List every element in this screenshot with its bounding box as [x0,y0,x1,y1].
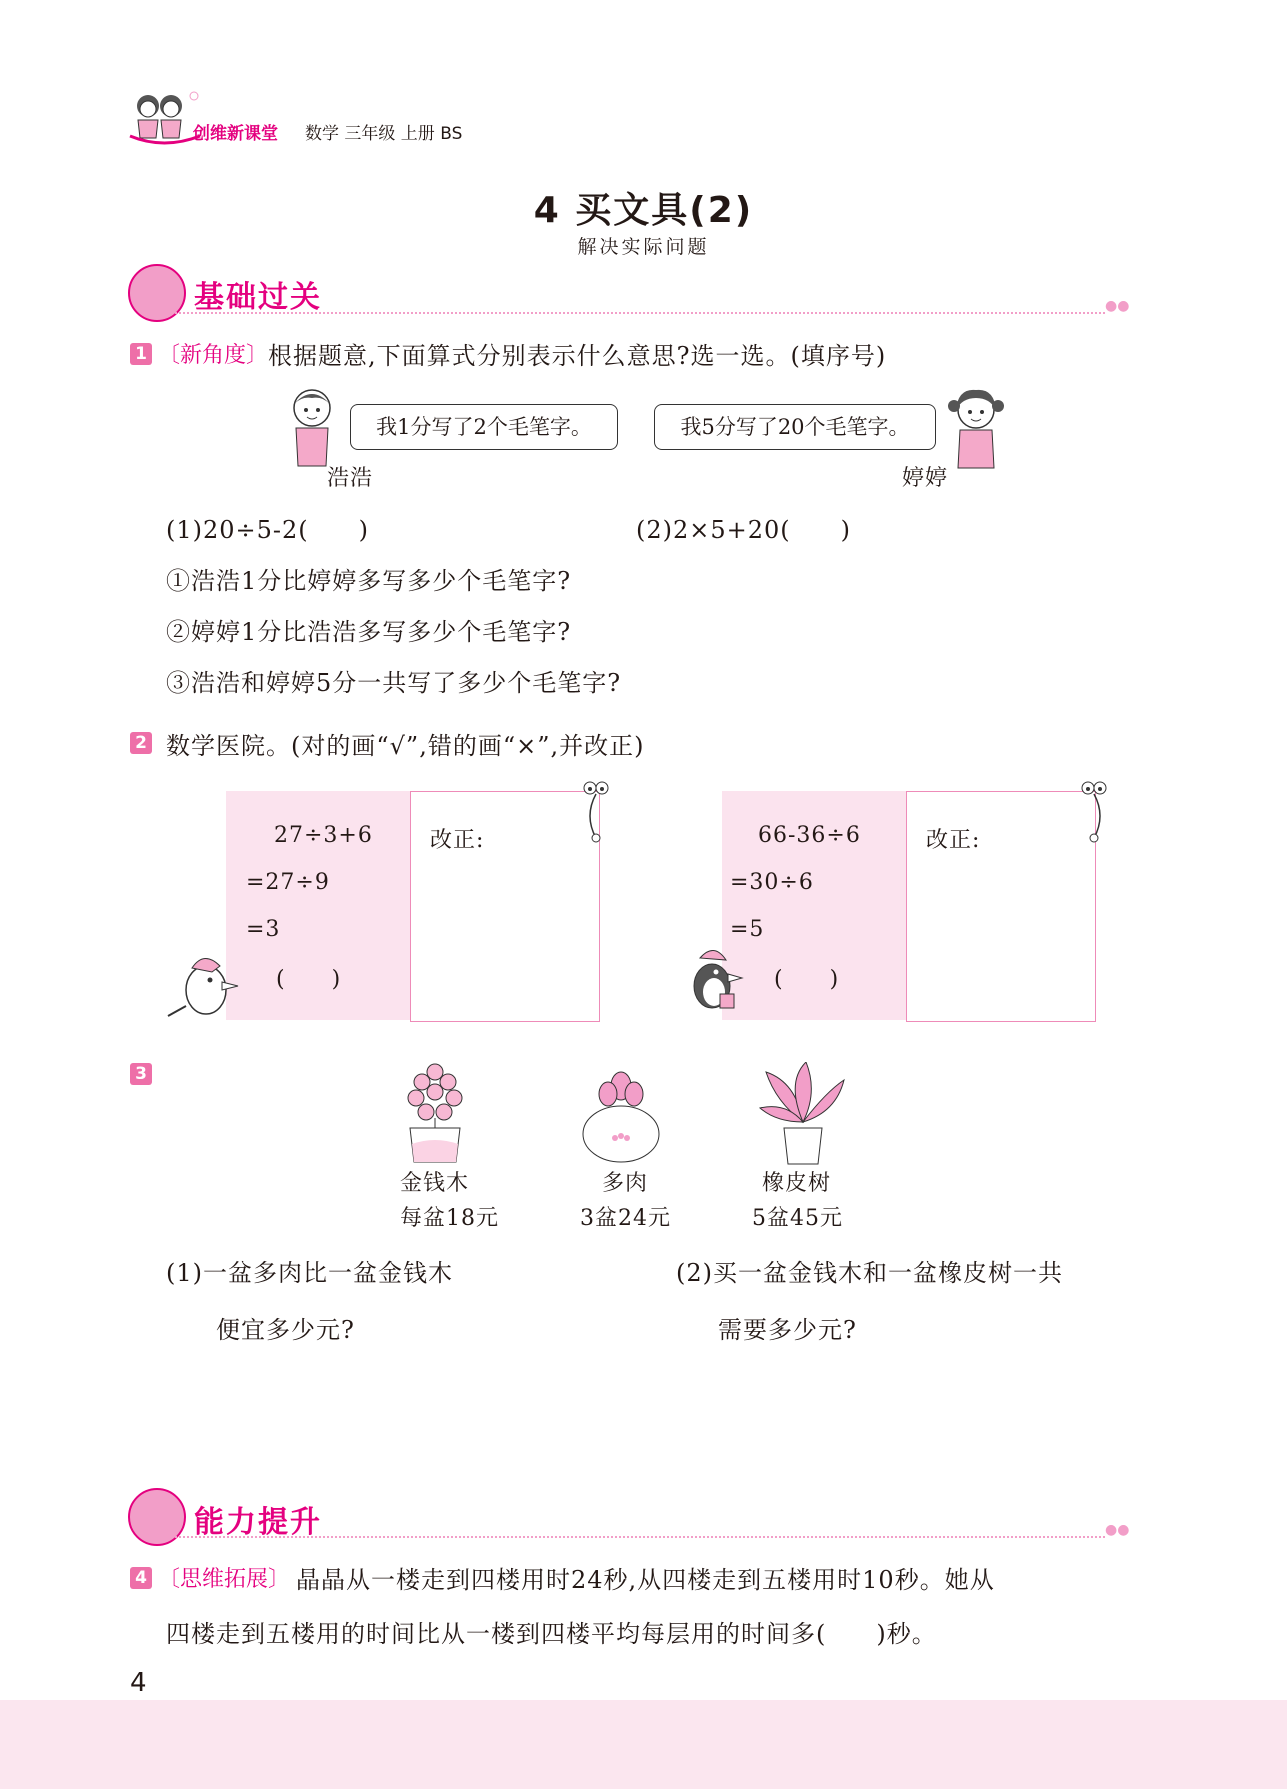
decor-dots-icon: ●● [1105,298,1130,314]
plant-name-money-tree: 金钱木 [400,1171,470,1196]
page-number: 4 [130,1668,147,1698]
q2-box1-line2: =27÷9 [246,870,330,895]
plant-price-rubber-tree: 5盆45元 [752,1206,843,1231]
woodpecker-doctor-icon [164,946,240,1022]
lesson-subtitle: 解决实际问题 [577,236,710,258]
q1-option-2: ②婷婷1分比浩浩多写多少个毛笔字? [166,618,572,646]
tingting-name-label: 婷婷 [902,466,949,491]
q3-sub2-line2: 需要多少元? [718,1316,857,1344]
plant-price-money-tree: 每盆18元 [400,1206,499,1231]
bird-doctor-icon [680,940,744,1020]
question-tag-thinking: 〔思维拓展〕 [158,1567,291,1592]
q2-box2-line2: =30÷6 [730,870,814,895]
q4-text-line2: 四楼走到五楼用的时间比从一楼到四楼平均每层用的时间多( )秒。 [166,1620,937,1648]
question-number-1: 1 [130,343,152,365]
q3-sub2-line1: (2)买一盆金钱木和一盆橡皮树一共 [676,1259,1063,1287]
haohao-speech-bubble: 我1分写了2个毛笔字。 [350,404,618,450]
lesson-title: 4 买文具(2) [533,190,754,231]
brand-name: 创维新课堂 [193,124,278,144]
q3-sub1-line2: 便宜多少元? [216,1316,355,1344]
q2-box1-fix-label: 改正: [430,828,485,853]
q2-box2-line1: 66-36÷6 [758,823,861,848]
section-title-advanced: 能力提升 [194,1505,322,1540]
q2-box2-line3: =5 [730,917,765,942]
plant-name-succulent: 多肉 [602,1171,649,1196]
stethoscope-icon [1078,780,1108,844]
section-divider [140,312,1105,314]
q2-prompt: 数学医院。(对的画“√”,错的画“×”,并改正) [166,732,645,760]
q2-box2-answer-paren[interactable]: ( ) [774,967,840,992]
q1-option-1: ①浩浩1分比婷婷多写多少个毛笔字? [166,567,572,595]
q1-prompt: 根据题意,下面算式分别表示什么意思?选一选。(填序号) [268,342,887,370]
footer-band [0,1700,1287,1789]
q2-box1-answer-paren[interactable]: ( ) [276,967,342,992]
section-title-basic: 基础过关 [194,280,322,315]
q3-sub1-line1: (1)一盆多肉比一盆金钱木 [166,1259,453,1287]
question-number-3: 3 [130,1063,152,1085]
tingting-speech-bubble: 我5分写了20个毛笔字。 [654,404,936,450]
girl-tingting-icon [944,386,1008,480]
question-number-4: 4 [130,1567,152,1589]
q2-box1-line3: =3 [246,917,281,942]
question-tag-new-angle: 〔新角度〕 [158,343,269,368]
haohao-name-label: 浩浩 [327,466,374,491]
rubber-tree-plant-icon [756,1062,850,1166]
money-tree-plant-icon [400,1058,470,1166]
q4-text-line1: 晶晶从一楼走到四楼用时24秒,从四楼走到五楼用时10秒。她从 [296,1566,995,1594]
question-number-2: 2 [130,732,152,754]
q1-option-3: ③浩浩和婷婷5分一共写了多少个毛笔字? [166,669,622,697]
decor-dots-icon: ●● [1105,1522,1130,1538]
plant-name-rubber-tree: 橡皮树 [762,1171,832,1196]
q1-expression-2: (2)2×5+20( ) [636,516,852,544]
succulent-plant-icon [578,1064,664,1164]
section-divider [140,1536,1105,1538]
q2-box2-fix-label: 改正: [926,828,981,853]
stethoscope-icon [580,780,610,844]
plant-price-succulent: 3盆24元 [580,1206,671,1231]
book-subject: 数学 三年级 上册 BS [305,124,463,144]
q2-box1-line1: 27÷3+6 [274,823,373,848]
q1-expression-1: (1)20÷5-2( ) [166,516,370,544]
